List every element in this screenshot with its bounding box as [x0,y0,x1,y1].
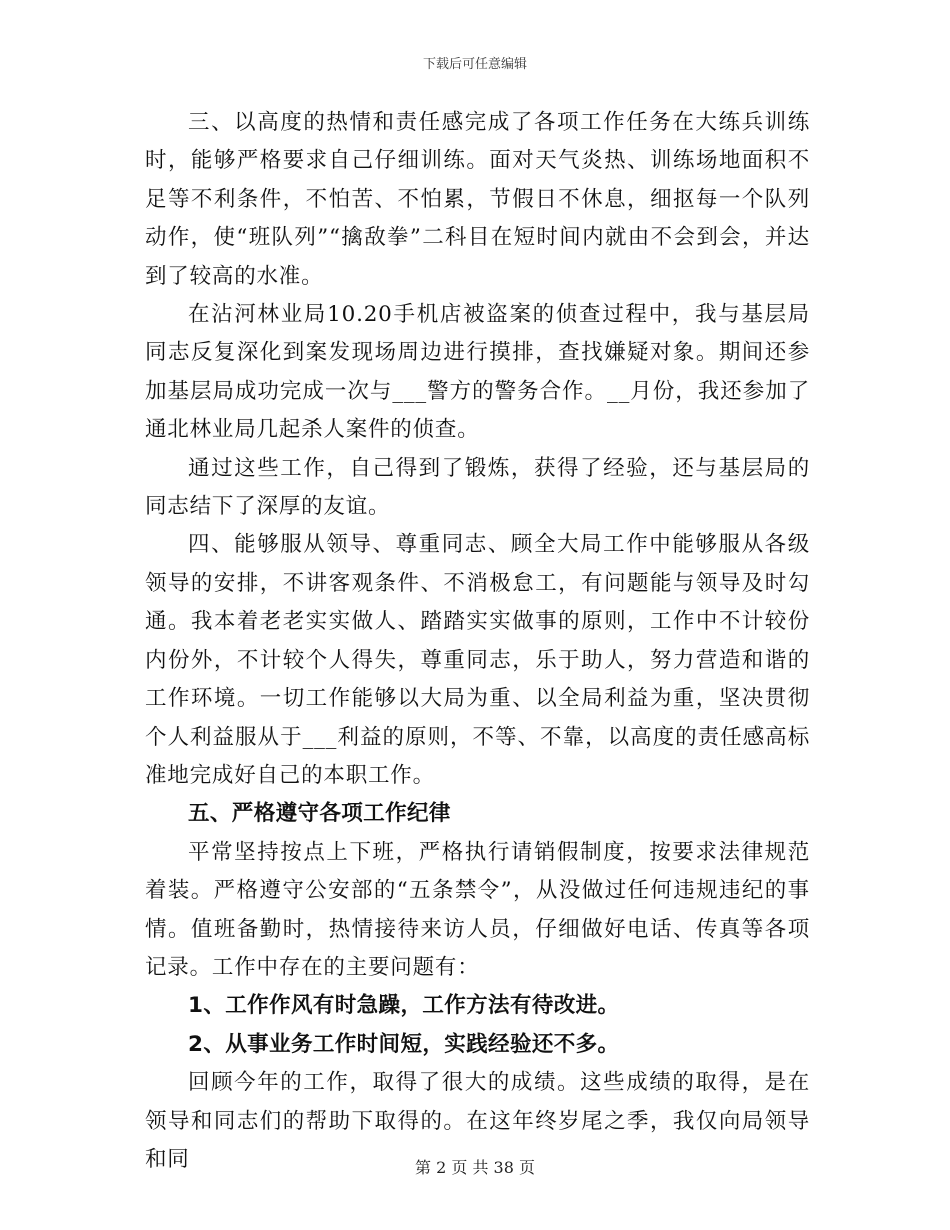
document-body [145,104,810,1179]
paragraph-section-four: 四、能够服从领导、尊重同志、顾全大局工作中能够服从各级领导的安排，不讲客观条件、不消极怠工，有问题能与领导及时勾通。我本着老老实实做人、踏踏实实做事的原则，工作中不计较份内份外，不计较个人得失，尊重同志，乐于助人，努力营造和谐的工作环境。一切工作能够以大局为重、以全局利益为重，坚决贯彻个人利益服从于___利益的原则，不等、不靠，以高度的责任感高标准地完成好自己的本职工作。 [145,532,810,788]
paragraph-experience: 通过这些工作，自己得到了锻炼，获得了经验，还与基层局的同志结下了深厚的友谊。 [145,455,810,520]
problem-item-2: 2、从事业务工作时间短，实践经验还不多。 [188,1031,620,1057]
paragraph-review: 回顾今年的工作，取得了很大的成绩。这些成绩的取得，是在领导和同志们的帮助下取得的。在这年终岁尾之季，我仅向局领导和同 [145,1070,810,1172]
paragraph-discipline: 平常坚持按点上下班，严格执行请销假制度，按要求法律规范着装。严格遵守公安部的“五条禁令”，从没做过任何违规违纪的事情。值班备勤时，热情接待来访人员，仔细做好电话、传真等各项记录。工作中存在的主要问题有： [145,839,810,980]
problem-item-1: 1、工作作风有时急躁，工作方法有待改进。 [188,993,620,1019]
paragraph-investigation: 在沾河林业局10.20手机店被盗案的侦查过程中，我与基层局同志反复深化到案发现场周边进行摸排，查找嫌疑对象。期间还参加基层局成功完成一次与___警方的警务合作。__月份，我还参加了通北林业局几起杀人案件的侦查。 [145,302,810,443]
paragraph-section-three: 三、以高度的热情和责任感完成了各项工作任务在大练兵训练时，能够严格要求自己仔细训练。面对天气炎热、训练场地面积不足等不利条件，不怕苦、不怕累，节假日不休息，细抠每一个队列动作，使“班队列”“擒敌拳”二科目在短时间内就由不会到会，并达到了较高的水准。 [145,110,810,289]
page-header: 下载后可任意编辑 [422,57,527,72]
page-number: 第 2 页 共 38 页 [415,1158,535,1177]
heading-section-five: 五、严格遵守各项工作纪律 [188,801,451,827]
